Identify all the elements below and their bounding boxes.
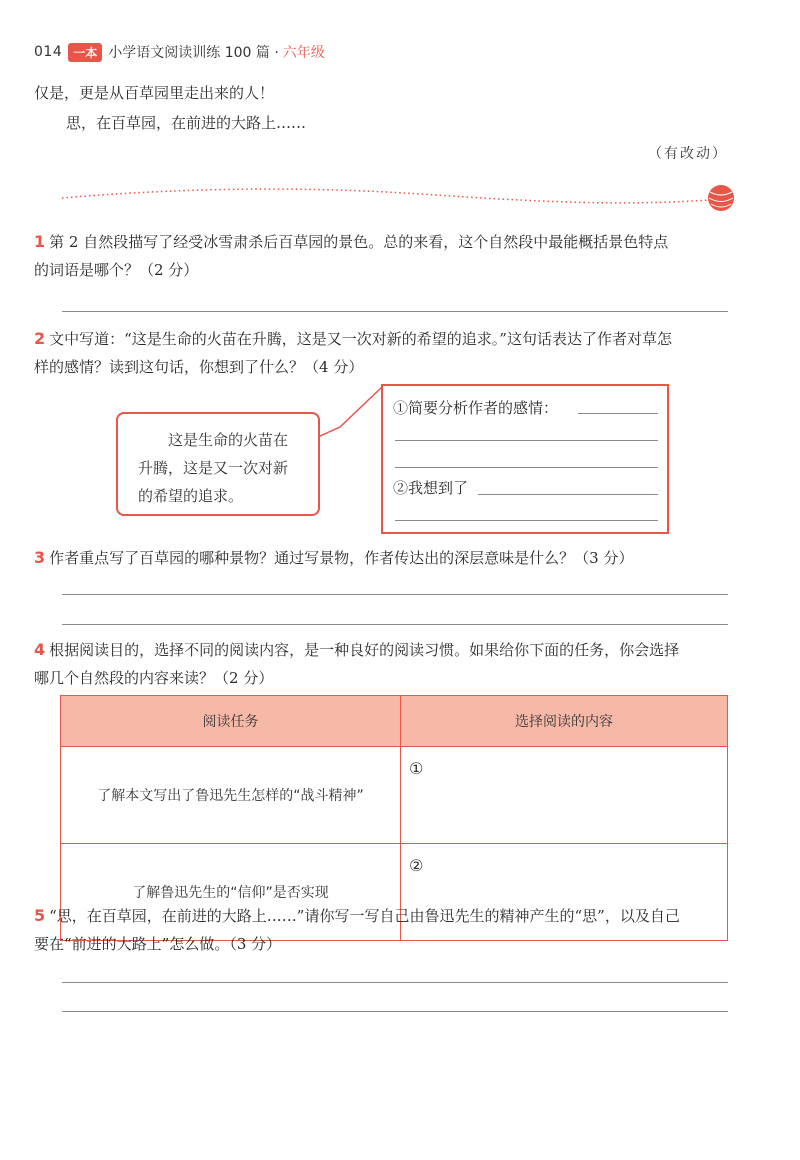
question-5-line-1: “思，在百草园，在前进的大路上……”请你写一写自己由鲁迅先生的精神产生的“思”，以及自己: [49, 907, 680, 925]
question-1: [34, 228, 734, 284]
thought-label: ②我想到了: [393, 479, 469, 497]
q5-answer-line-2[interactable]: [62, 1011, 728, 1012]
emotion-label: ①简要分析作者的感情：: [393, 399, 559, 417]
question-3-number: 3: [34, 548, 46, 567]
question-1-line-1: 第 2 自然段描写了经受冰雪肃杀后百草园的景色。总的来看，这个自然段中最能概括景色特点: [49, 233, 669, 251]
quote-text: 这是生命的火苗在升腾，这是又一次对新的希望的追求。: [138, 431, 289, 505]
source-note: （有改动）: [648, 146, 728, 162]
question-5-number: 5: [34, 906, 46, 925]
table-header-task: 阅读任务: [61, 696, 401, 747]
table-cell-answer[interactable]: ②: [401, 844, 728, 941]
question-1-line-2: 的词语是哪个？（2 分）: [34, 261, 199, 279]
quote-box: [116, 412, 320, 516]
question-5-line-2: 要在“前进的大路上”怎么做。（3 分）: [34, 935, 282, 953]
question-4-number: 4: [34, 640, 46, 659]
page-header: [34, 40, 325, 64]
question-2-number: 2: [34, 329, 46, 348]
table-row: [61, 747, 728, 844]
q5-answer-line-1[interactable]: [62, 982, 728, 983]
passage-line-2: 思，在百草园，在前进的大路上……: [66, 114, 307, 132]
table-cell-task: 了解鲁迅先生的“信仰”是否实现: [61, 844, 401, 941]
question-2-line-2: 样的感情？读到这句话，你想到了什么？（4 分）: [34, 358, 364, 376]
question-5: [34, 902, 734, 958]
question-4-line-1: 根据阅读目的，选择不同的阅读内容，是一种良好的阅读习惯。如果给你下面的任务，你会选择: [49, 641, 680, 659]
thought-answer-line-2[interactable]: [395, 520, 658, 521]
yarn-ball-icon: [708, 185, 734, 211]
emotion-answer-line-1[interactable]: [578, 413, 658, 414]
question-3-line-1: 作者重点写了百草园的哪种景物？通过写景物，作者传达出的深层意味是什么？（3 分）: [49, 549, 634, 567]
q1-answer-line[interactable]: [62, 311, 728, 312]
question-2-line-1: 文中写道：“这是生命的火苗在升腾，这是又一次对新的希望的追求。”这句话表达了作者对草怎: [49, 330, 672, 348]
book-title: 小学语文阅读训练 100 篇 ·: [108, 45, 279, 61]
thought-answer-line-1[interactable]: [478, 494, 658, 495]
table-cell-answer[interactable]: ①: [401, 747, 728, 844]
question-2: [34, 325, 734, 381]
question-4: [34, 636, 734, 692]
emotion-answer-line-3[interactable]: [395, 467, 658, 468]
divider-curve: [62, 189, 710, 203]
question-4-line-2: 哪几个自然段的内容来读？（2 分）: [34, 669, 274, 687]
page-number: 014: [34, 44, 63, 60]
connector-line: [318, 385, 384, 445]
table-cell-task: 了解本文写出了鲁迅先生怎样的“战斗精神”: [61, 747, 401, 844]
grade-label: 六年级: [282, 45, 325, 61]
q3-answer-line-1[interactable]: [62, 594, 728, 595]
emotion-answer-line-2[interactable]: [395, 440, 658, 441]
table-header-row: [61, 696, 728, 747]
passage-line-1: 仅是，更是从百草园里走出来的人！: [34, 84, 275, 102]
question-1-number: 1: [34, 232, 46, 251]
q3-answer-line-2[interactable]: [62, 624, 728, 625]
question-3: [34, 544, 734, 572]
table-header-content: 选择阅读的内容: [401, 696, 728, 747]
brand-badge: 一本: [68, 43, 102, 62]
dotted-divider: [60, 180, 740, 216]
